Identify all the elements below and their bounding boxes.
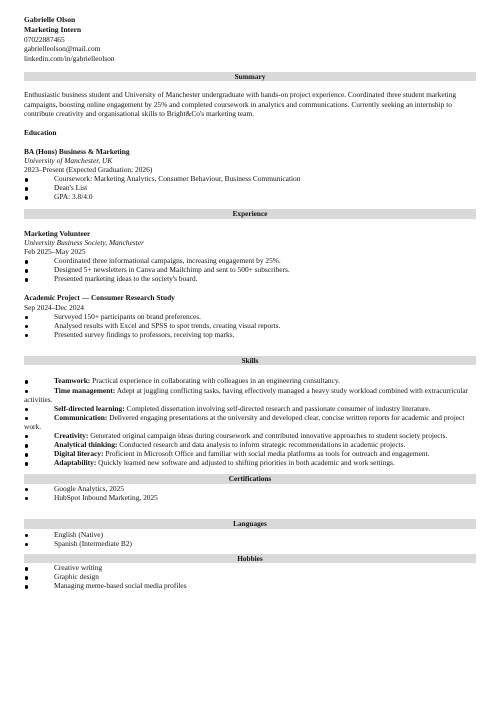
skill-label: Communication:	[54, 412, 108, 422]
hobbies-section-header: Hobbies	[24, 554, 476, 564]
list-item	[24, 413, 476, 431]
list-item: Google Analytics, 2025	[24, 484, 476, 493]
skill-text: Practical experience in collaborating with colleagues in an engineering consultancy.	[90, 376, 340, 386]
skill-text: Delivered engaging presentations at the university and developed clear, concise written reports for academic and project work.	[24, 412, 465, 431]
list-item	[24, 440, 476, 449]
education-bullets	[24, 174, 476, 201]
skill-label: Time management:	[54, 385, 116, 395]
list-item	[24, 386, 476, 404]
contact-header	[24, 15, 476, 64]
list-item	[24, 431, 476, 440]
skill-label: Creativity:	[54, 431, 89, 441]
languages-section-header: Languages	[24, 519, 476, 529]
list-item: HubSpot Inbound Marketing, 2025	[24, 493, 476, 502]
summary-section-header: Summary	[24, 72, 476, 82]
linkedin-url: linkedin.com/in/gabrielleolson	[24, 54, 115, 64]
skill-text: Conducted research and data analysis to inform strategic recommendations in academic projects.	[117, 440, 406, 450]
languages-list	[24, 530, 476, 548]
job-title: Marketing Volunteer	[24, 228, 91, 238]
skill-label: Self-directed learning:	[54, 403, 125, 413]
summary-text: Enthusiastic business student and University of Manchester undergraduate with hands-on project experience. Coordinated three student marketing campaigns, boosting online engagement by 25% and completed coursework in analytics and communications. Currently seeking an internship to contribute creativity and organisational skills to Bright&Co's marketing team.	[24, 90, 457, 118]
skill-text: Adept at juggling conflicting tasks, having effectively managed a heavy study workload combined with extracurricular activities.	[24, 385, 469, 404]
skill-text: Proficient in Microsoft Office and familiar with social media platforms as tools for outreach and engagement.	[103, 449, 430, 459]
list-item: Surveyed 150+ participants on brand preferences.	[24, 312, 476, 321]
list-item: Managing meme-based social media profiles	[24, 581, 476, 590]
project-title: Academic Project — Consumer Research Study	[24, 293, 175, 303]
education-degree: BA (Hons) Business & Marketing	[24, 146, 130, 156]
skill-text: Generated original campaign ideas during coursework and contributed innovative approaches to student society projects.	[88, 431, 448, 441]
skill-text: Completed dissertation involving self-directed research and passionate consumer of industry literature.	[124, 403, 431, 413]
list-item: Graphic design	[24, 572, 476, 581]
experience-section-header: Experience	[24, 209, 476, 219]
resume-content	[24, 15, 476, 591]
skills-list	[24, 376, 476, 467]
project-bullets	[24, 312, 476, 339]
list-item: GPA: 3.8/4.0	[24, 192, 476, 201]
list-item: English (Native)	[24, 530, 476, 539]
list-item	[24, 376, 476, 385]
job-bullets	[24, 256, 476, 283]
job-dates: Feb 2025–May 2025	[24, 247, 86, 257]
candidate-role: Marketing Intern	[24, 24, 82, 34]
phone-number: 07022887465	[24, 34, 65, 44]
skills-section-header: Skills	[24, 356, 476, 366]
skill-text: Quickly learned new software and adjusted to shifting priorities in both academic and work settings.	[96, 458, 395, 468]
list-item	[24, 449, 476, 458]
list-item: Creative writing	[24, 563, 476, 572]
skill-label: Adaptability:	[54, 458, 97, 468]
candidate-name: Gabrielle Olson	[24, 15, 76, 24]
list-item: Spanish (Intermediate B2)	[24, 539, 476, 548]
list-item: Presented marketing ideas to the society's board.	[24, 274, 476, 283]
education-school: University of Manchester, UK	[24, 155, 113, 165]
list-item: Analysed results with Excel and SPSS to spot trends, creating visual reports.	[24, 321, 476, 330]
skill-label: Digital literacy:	[54, 449, 104, 459]
skill-label: Analytical thinking:	[54, 440, 118, 450]
certifications-list	[24, 484, 476, 502]
job-organisation: University Business Society, Manchester	[24, 238, 144, 248]
email-address: gabrielleolson@mail.com	[24, 44, 101, 54]
list-item: Coursework: Marketing Analytics, Consumer Behaviour, Business Communication	[24, 174, 476, 183]
hobbies-list	[24, 563, 476, 590]
list-item: Presented survey findings to professors, receiving top marks.	[24, 330, 476, 339]
project-dates: Sep 2024–Dec 2024	[24, 302, 84, 312]
list-item: Designed 5+ newsletters in Canva and Mailchimp and sent to 500+ subscribers.	[24, 265, 476, 274]
education-heading: Education	[24, 127, 57, 137]
education-dates: 2023–Present (Expected Graduation: 2026)	[24, 165, 153, 175]
list-item	[24, 458, 476, 467]
list-item: Dean's List	[24, 183, 476, 192]
list-item	[24, 404, 476, 413]
list-item: Coordinated three informational campaigns, increasing engagement by 25%.	[24, 256, 476, 265]
certifications-section-header: Certifications	[24, 474, 476, 484]
skill-label: Teamwork:	[54, 376, 91, 386]
